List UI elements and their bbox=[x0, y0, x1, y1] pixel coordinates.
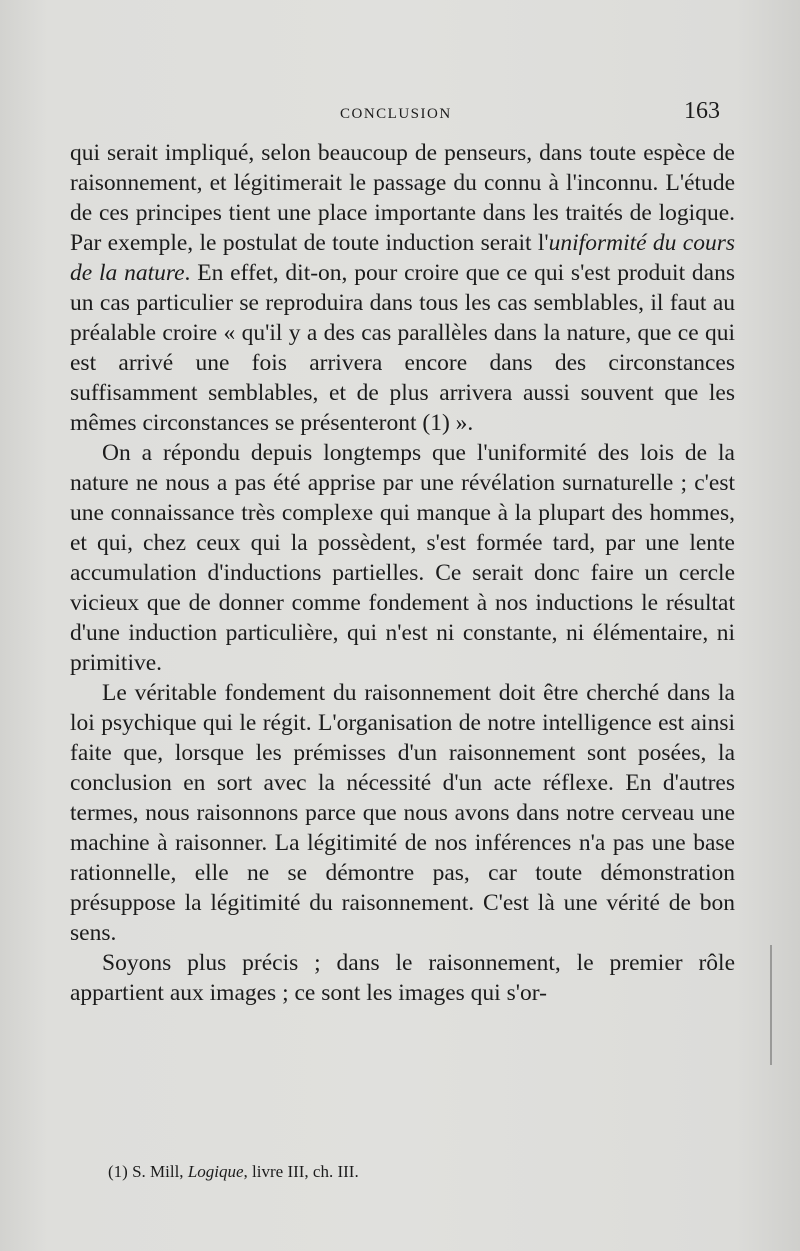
paragraph-1-text-a: qui serait impliqué, selon beaucoup de penseurs, dans toute espèce de raisonnement, et légitimerait le passage du connu à l'inconnu. L'étude de ces principes tient une place importante dans les traités de logique. Par exemple, le postulat de toute induction serait l' bbox=[70, 140, 735, 256]
paragraph-1-text-b: . En effet, dit-on, pour croire que ce qui s'est produit dans un cas particulier se reproduira dans tous les cas semblables, il faut au préalable croire « qu'il y a des cas parallèles dans la nature, que ce qui est arrivé une fois arrivera encore dans des circonstances suffisamment semblables, et de plus arrivera aussi souvent que les mêmes circonstances se présenteront (1) ». bbox=[70, 260, 735, 436]
footnote bbox=[108, 1162, 359, 1182]
paragraph-4: Soyons plus précis ; dans le raisonnement, le premier rôle appartient aux images ; ce sont les images qui s'or- bbox=[70, 950, 735, 1006]
running-head: CONCLUSION bbox=[340, 106, 452, 122]
footnote-chapter: III. bbox=[337, 1162, 359, 1181]
paragraph-2: On a répondu depuis longtemps que l'uniformité des lois de la nature ne nous a pas été apprise par une révélation surnaturelle ; c'est une connaissance très complexe qui manque à la plupart des hommes, et qui, chez ceux qui la possèdent, s'est formée tard, par une lente accumulation d'inductions partielles. Ce serait donc faire un cercle vicieux que de donner comme fondement à nos inductions le résultat d'une induction particulière, qui n'est ni constante, ni élémentaire, ni primitive. bbox=[70, 440, 735, 676]
pencil-margin-mark bbox=[770, 945, 776, 1065]
paragraph-3: Le véritable fondement du raisonnement doit être cherché dans la loi psychique qui le régit. L'organisation de notre intelligence est ainsi faite que, lorsque les prémisses d'un raisonnement sont posées, la conclusion en sort avec la nécessité d'un acte réflexe. En d'autres termes, nous raisonnons parce que nous avons dans notre cerveau une machine à raisonner. La légitimité de nos inférences n'a pas une base rationnelle, elle ne se démontre pas, car toute démonstration présuppose la légitimité du raisonnement. C'est là une vérité de bon sens. bbox=[70, 680, 735, 946]
footnote-title: Logique bbox=[187, 1162, 244, 1181]
page-number: 163 bbox=[684, 98, 720, 124]
page-header bbox=[0, 98, 800, 130]
body-text bbox=[70, 138, 735, 1008]
paragraph-1 bbox=[70, 138, 735, 438]
paragraph-1-italic: uniformité du cours de la nature bbox=[70, 230, 735, 286]
footnote-prefix: (1) S. Mill, bbox=[108, 1162, 188, 1181]
footnote-suffix: , livre III, ch. bbox=[243, 1162, 338, 1181]
